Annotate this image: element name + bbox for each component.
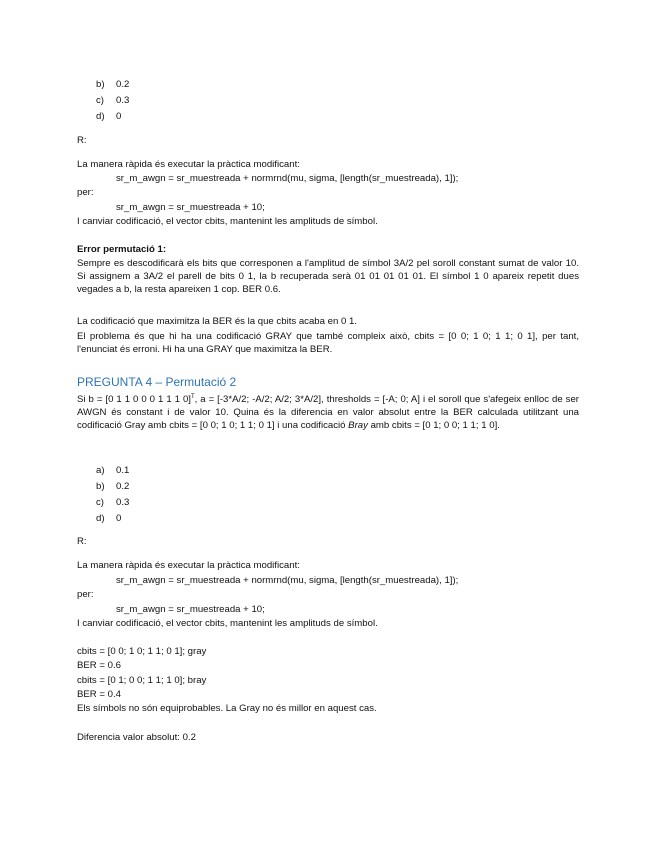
result-line: cbits = [0 1; 0 0; 1 1; 1 0]; bray [77,675,207,686]
final-difference: Diferencia valor absolut: 0.2 [77,732,196,743]
error-title: Error permutació 1: [77,244,167,255]
result-line: cbits = [0 0; 1 0; 1 1; 0 1]; gray [77,646,207,657]
code-original: sr_m_awgn = sr_muestreada + normrnd(mu, sigma, [length(sr_muestreada), 1]); [116,173,459,184]
para-problem: El problema és que hi ha una codificació GRAY que també compleix això, cbits = [0 0; 1 0; 1 1; 0 1], per tant, l'enunciat és erroni. Hi ha una GRAY que maximitza la BER. [77,331,579,355]
code-modified: sr_m_awgn = sr_muestreada + 10; [116,604,265,615]
para-maximize: La codificació que maximitza la BER és la que cbits acaba en 0 1. [77,316,357,327]
code-original: sr_m_awgn = sr_muestreada + normrnd(mu, sigma, [length(sr_muestreada), 1]); [116,575,459,586]
option-c: c) 0.3 [96,497,130,508]
result-line: BER = 0.6 [77,660,121,671]
option-a: a) 0.1 [96,465,130,476]
per-label: per: [77,589,94,600]
change-note: I canviar codificació, el vector cbits, mantenint les amplituds de símbol. [77,618,378,629]
per-label: per: [77,187,94,198]
quick-way-text: La manera ràpida és executar la pràctica modificant: [77,159,300,170]
change-note: I canviar codificació, el vector cbits, mantenint les amplituds de símbol. [77,216,378,227]
error-text: Sempre es descodificarà els bits que corresponen a l'amplitud de símbol 3A/2 pel soroll constant sumat de valor 10. Si assignem a 3A/2 el parell de bits 0 1, la b recuperada serà 01 01 01 01 01. El símbol 1 0 apareix repetit dues vegades a b, la resta apareixen 1 cop. BER 0.6. [77,258,579,295]
option-c: c) 0.3 [96,95,130,106]
question-4-heading: PREGUNTA 4 – Permutació 2 [77,375,237,389]
option-b: b) 0.2 [96,79,130,90]
answer-label: R: [77,536,87,547]
question-4-stem: Si b = [0 1 1 0 0 0 1 1 1 0]$^T$, a = [-3*A/2; -A/2; A/2; 3*A/2], thresholds = [-A; 0; A] i el soroll que s'afegeix enlloc de ser AWGN és constant i de valor 10. Quina és la diferencia en valor absolut entre la BER calculada utilitzant una codificació Gray amb cbits = [0 0; 1 0; 1 1; 0 1] i una codificació Bray amb cbits = [0 1; 0 0; 1 1; 1 0]. [77,393,579,431]
quick-way-text: La manera ràpida és executar la pràctica modificant: [77,560,300,571]
code-modified: sr_m_awgn = sr_muestreada + 10; [116,202,265,213]
answer-label: R: [77,135,87,146]
conclusion: Els símbols no són equiprobables. La Gray no és millor en aquest cas. [77,703,377,714]
option-b: b) 0.2 [96,481,130,492]
option-d: d) 0 [96,513,122,524]
result-line: BER = 0.4 [77,689,121,700]
option-d: d) 0 [96,111,122,122]
